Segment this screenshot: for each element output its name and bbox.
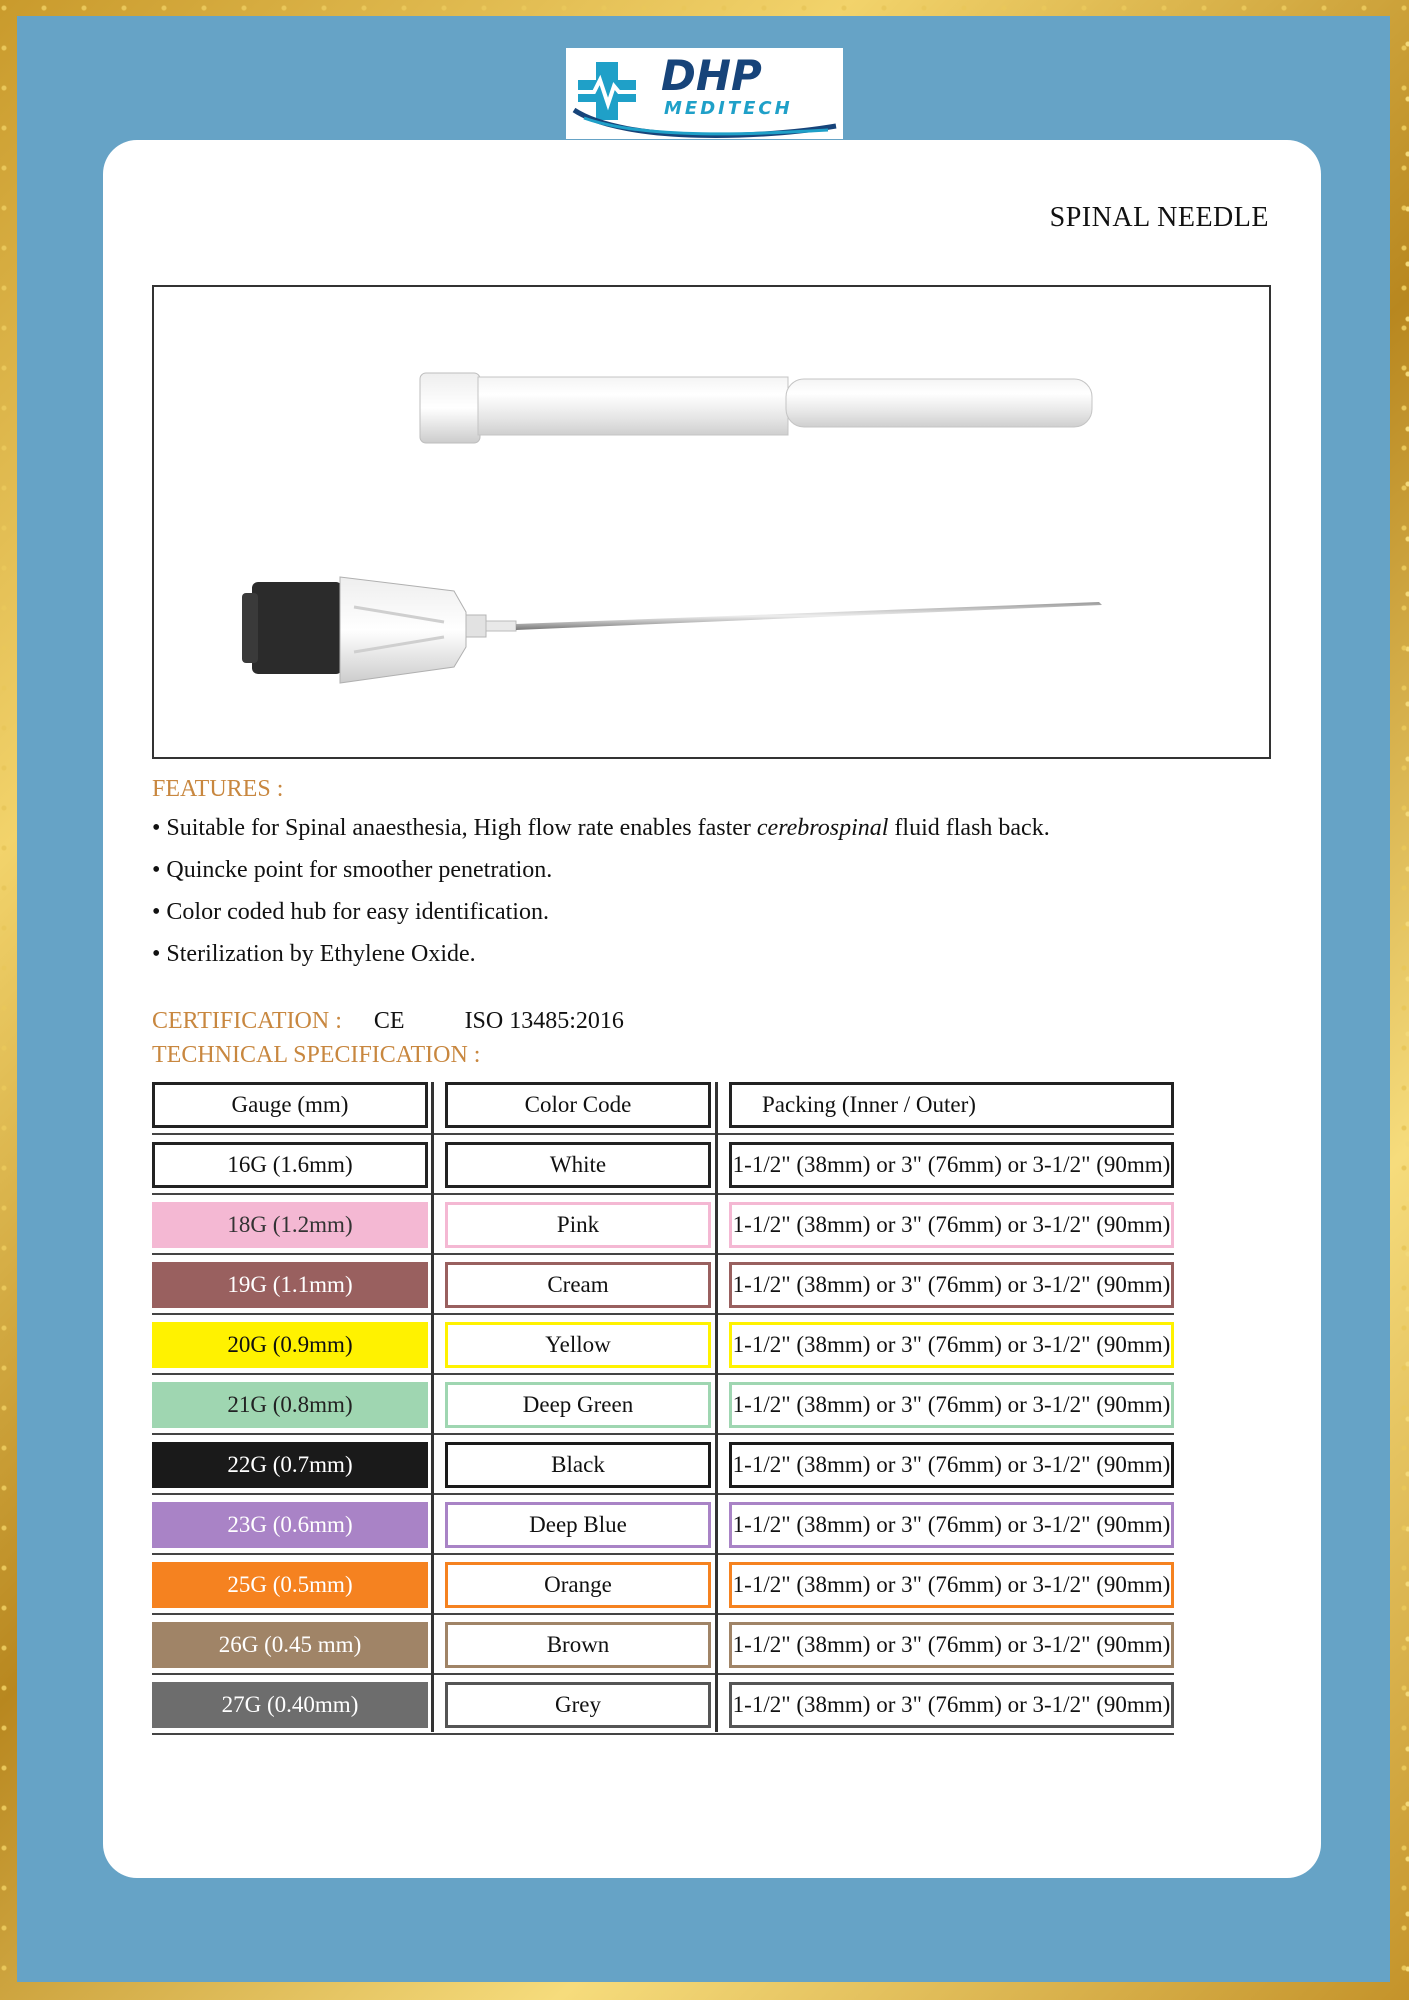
header-color-code: Color Code <box>445 1082 711 1128</box>
feature-item: • Suitable for Spinal anaesthesia, High flow rate enables faster cerebrospinal fluid flash back. <box>152 807 1050 849</box>
table-rule <box>152 1733 1174 1735</box>
spec-row <box>152 1142 1174 1188</box>
spec-row <box>152 1442 1174 1488</box>
spec-row <box>152 1202 1174 1248</box>
needle-sheath <box>420 373 1092 443</box>
gauge-cell: 25G (0.5mm) <box>152 1562 428 1608</box>
packing-cell: 1-1/2" (38mm) or 3" (76mm) or 3-1/2" (90mm) <box>729 1622 1174 1668</box>
product-image-box <box>152 285 1271 759</box>
packing-cell: 1-1/2" (38mm) or 3" (76mm) or 3-1/2" (90mm) <box>729 1502 1174 1548</box>
product-card <box>103 140 1321 1878</box>
gauge-cell: 22G (0.7mm) <box>152 1442 428 1488</box>
gauge-cell: 27G (0.40mm) <box>152 1682 428 1728</box>
table-rule <box>152 1193 1174 1195</box>
packing-cell: 1-1/2" (38mm) or 3" (76mm) or 3-1/2" (90mm) <box>729 1682 1174 1728</box>
feature-item: • Quincke point for smoother penetration. <box>152 849 1050 891</box>
table-rule <box>152 1373 1174 1375</box>
spec-row <box>152 1502 1174 1548</box>
feature-item: • Sterilization by Ethylene Oxide. <box>152 933 1050 975</box>
gauge-cell: 19G (1.1mm) <box>152 1262 428 1308</box>
product-title: SPINAL NEEDLE <box>1049 202 1269 233</box>
features-list <box>152 807 1050 975</box>
spec-row <box>152 1382 1174 1428</box>
features-heading: FEATURES : <box>152 776 284 802</box>
spec-row <box>152 1562 1174 1608</box>
spec-header-row <box>152 1082 1174 1128</box>
packing-cell: 1-1/2" (38mm) or 3" (76mm) or 3-1/2" (90mm) <box>729 1442 1174 1488</box>
color-code-cell: Black <box>445 1442 711 1488</box>
color-code-cell: Cream <box>445 1262 711 1308</box>
spinal-needle <box>242 577 1102 683</box>
table-rule <box>152 1133 1174 1135</box>
ce-mark: CE <box>373 1008 405 1034</box>
packing-cell: 1-1/2" (38mm) or 3" (76mm) or 3-1/2" (90mm) <box>729 1562 1174 1608</box>
logo-name: DHP <box>661 51 762 100</box>
table-rule <box>152 1553 1174 1555</box>
gauge-cell: 26G (0.45 mm) <box>152 1622 428 1668</box>
color-code-cell: Deep Green <box>445 1382 711 1428</box>
table-rule <box>152 1313 1174 1315</box>
color-code-cell: Yellow <box>445 1322 711 1368</box>
gauge-cell: 23G (0.6mm) <box>152 1502 428 1548</box>
gauge-cell: 18G (1.2mm) <box>152 1202 428 1248</box>
column-separator <box>431 1082 434 1732</box>
gauge-cell: 20G (0.9mm) <box>152 1322 428 1368</box>
table-rule <box>152 1613 1174 1615</box>
spec-row <box>152 1262 1174 1308</box>
logo-sub: MEDITECH <box>664 98 793 119</box>
table-rule <box>152 1673 1174 1675</box>
packing-cell: 1-1/2" (38mm) or 3" (76mm) or 3-1/2" (90mm) <box>729 1262 1174 1308</box>
header-gauge: Gauge (mm) <box>152 1082 428 1128</box>
header-packing: Packing (Inner / Outer) <box>729 1082 1174 1128</box>
packing-cell: 1-1/2" (38mm) or 3" (76mm) or 3-1/2" (90mm) <box>729 1382 1174 1428</box>
spec-row <box>152 1322 1174 1368</box>
color-code-cell: White <box>445 1142 711 1188</box>
packing-cell: 1-1/2" (38mm) or 3" (76mm) or 3-1/2" (90mm) <box>729 1142 1174 1188</box>
color-code-cell: Deep Blue <box>445 1502 711 1548</box>
certification-row <box>152 1008 624 1035</box>
packing-cell: 1-1/2" (38mm) or 3" (76mm) or 3-1/2" (90mm) <box>729 1202 1174 1248</box>
feature-item: • Color coded hub for easy identification. <box>152 891 1050 933</box>
gauge-cell: 16G (1.6mm) <box>152 1142 428 1188</box>
color-code-cell: Brown <box>445 1622 711 1668</box>
table-rule <box>152 1253 1174 1255</box>
spec-row <box>152 1622 1174 1668</box>
color-code-cell: Grey <box>445 1682 711 1728</box>
iso-standard: ISO 13485:2016 <box>464 1008 624 1034</box>
column-separator <box>715 1082 718 1732</box>
certification-label: CERTIFICATION : <box>152 1008 342 1034</box>
packing-cell: 1-1/2" (38mm) or 3" (76mm) or 3-1/2" (90mm) <box>729 1322 1174 1368</box>
gauge-cell: 21G (0.8mm) <box>152 1382 428 1428</box>
dhp-meditech-logo <box>566 48 843 139</box>
table-rule <box>152 1433 1174 1435</box>
table-rule <box>152 1493 1174 1495</box>
spec-row <box>152 1682 1174 1728</box>
tech-spec-heading: TECHNICAL SPECIFICATION : <box>152 1042 481 1068</box>
color-code-cell: Orange <box>445 1562 711 1608</box>
color-code-cell: Pink <box>445 1202 711 1248</box>
spinal-needle-illustration <box>154 287 1269 757</box>
